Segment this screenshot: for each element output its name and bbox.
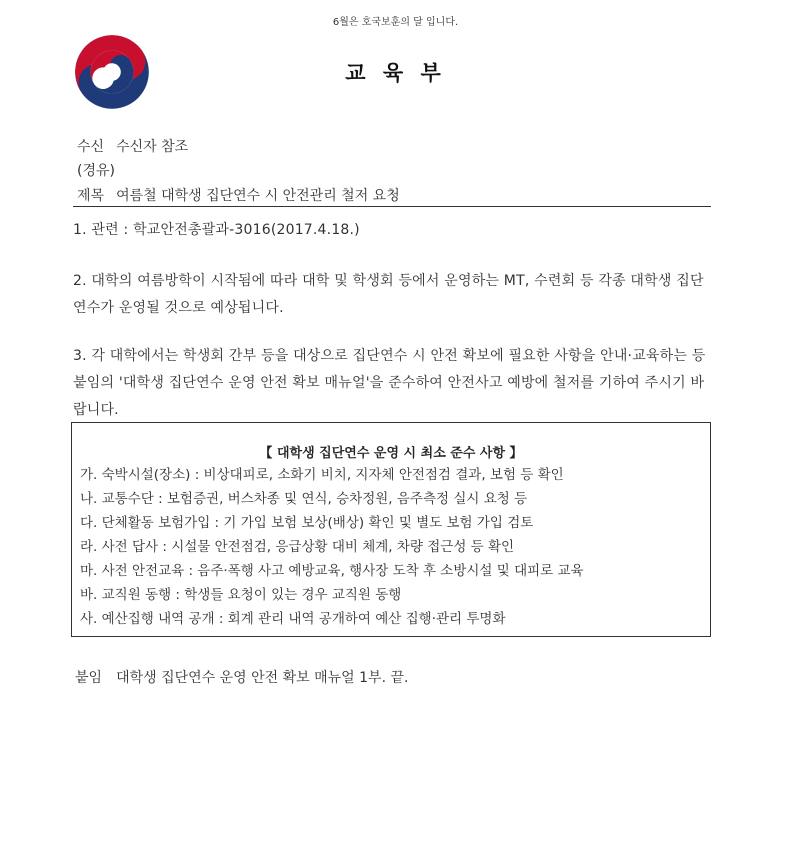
list-item: 마. 사전 안전교육 : 음주·폭행 사고 예방교육, 행사장 도착 후 소방시설 및 대피로 교육 bbox=[80, 563, 584, 579]
attachment-value: 대학생 집단연수 운영 안전 확보 매뉴얼 1부. 끝. bbox=[116, 670, 409, 686]
subject-label: 제목 bbox=[77, 188, 105, 204]
subject-line bbox=[77, 185, 400, 205]
list-item: 나. 교통수단 : 보험증권, 버스차종 및 연식, 승차정원, 음주측정 실시 요청 등 bbox=[80, 491, 528, 507]
list-item: 가. 숙박시설(장소) : 비상대피로, 소화기 비치, 지자체 안전점검 결과, 보험 등 확인 bbox=[80, 467, 564, 483]
list-item: 다. 단체활동 보험가입 : 기 가입 보험 보상(배상) 확인 및 별도 보험 가입 검토 bbox=[80, 515, 534, 531]
paragraph-3: 3. 각 대학에서는 학생회 간부 등을 대상으로 집단연수 시 안전 확보에 필요한 사항을 안내·교육하는 등 붙임의 '대학생 집단연수 운영 안전 확보 매뉴얼'을 준수하여 안전사고 예방에 철저를 기하여 주시기 바랍니다. bbox=[73, 348, 706, 418]
paragraph-2: 2. 대학의 여름방학이 시작됨에 따라 대학 및 학생회 등에서 운영하는 MT, 수련회 등 각종 대학생 집단연수가 운영될 것으로 예상됩니다. bbox=[73, 273, 704, 316]
attachment-label: 붙임 bbox=[75, 670, 103, 686]
list-item: 바. 교직원 동행 : 학생들 요청이 있는 경우 교직원 동행 bbox=[80, 587, 402, 603]
attachment-line bbox=[75, 667, 408, 687]
requirements-title: 【 대학생 집단연수 운영 시 최소 준수 사항 】 bbox=[259, 446, 523, 461]
subject-value: 여름철 대학생 집단연수 시 안전관리 철저 요청 bbox=[116, 188, 400, 204]
via-line: (경유) bbox=[77, 163, 115, 179]
subject-divider bbox=[73, 206, 711, 207]
recipient-line bbox=[77, 136, 188, 156]
ministry-title: 교 육 부 bbox=[345, 61, 446, 85]
recipient-label: 수신 bbox=[77, 139, 105, 155]
requirements-box bbox=[71, 422, 711, 637]
recipient-value: 수신자 참조 bbox=[116, 139, 189, 155]
list-item: 라. 사전 답사 : 시설물 안전점검, 응급상황 대비 체계, 차량 접근성 등 확인 bbox=[80, 539, 515, 555]
top-note: 6월은 호국보훈의 달 입니다. bbox=[332, 17, 459, 28]
paragraph-1: 1. 관련 : 학교안전총괄과-3016(2017.4.18.) bbox=[73, 222, 360, 238]
requirements-list bbox=[80, 463, 584, 631]
list-item: 사. 예산집행 내역 공개 : 회계 관리 내역 공개하여 예산 집행·관리 투명화 bbox=[80, 611, 506, 627]
